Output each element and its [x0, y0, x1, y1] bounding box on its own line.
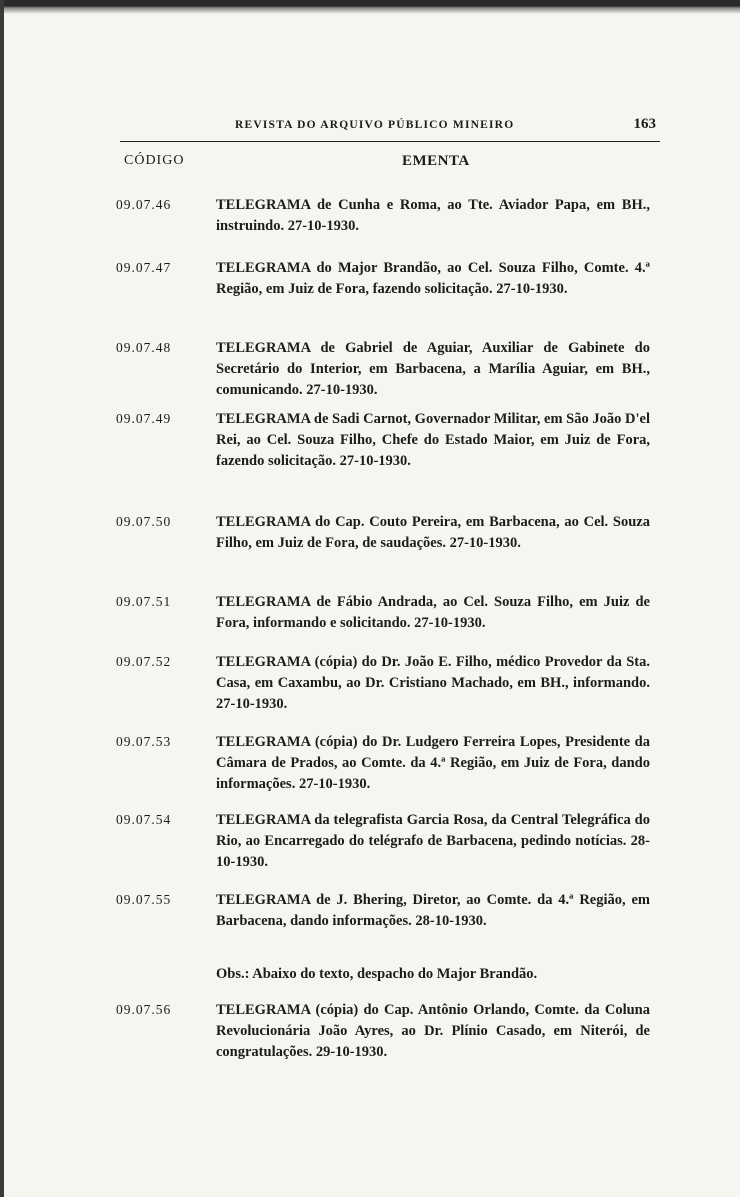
- entry-code: 09.07.52: [116, 654, 172, 669]
- page-header: [120, 115, 660, 142]
- entry-text: TELEGRAMA da telegrafista Garcia Rosa, da Central Telegráfica do Rio, ao Encarregado do telégrafo de Barbacena, pedindo notícias. 28-10-1930.: [216, 812, 650, 870]
- entry-code: 09.07.54: [116, 812, 172, 827]
- entry-text: TELEGRAMA do Major Brandão, ao Cel. Souza Filho, Comte. 4.ª Região, em Juiz de Fora, fazendo solicitação. 27-10-1930.: [216, 260, 650, 297]
- entry-code: 09.07.50: [116, 514, 172, 529]
- scan-edge-left: [0, 0, 4, 1197]
- column-heading-ementa: EMENTA: [402, 153, 470, 169]
- entry-code: 09.07.49: [116, 411, 172, 426]
- entry-code: 09.07.51: [116, 594, 172, 609]
- observation-note: Obs.: Abaixo do texto, despacho do Major Brandão.: [216, 966, 538, 982]
- entry-text: TELEGRAMA de Gabriel de Aguiar, Auxiliar de Gabinete do Secretário do Interior, em Barbacena, a Marília Aguiar, em BH., comunicando. 27-10-1930.: [216, 340, 650, 398]
- running-title: REVISTA DO ARQUIVO PÚBLICO MINEIRO: [235, 119, 515, 131]
- entry-code: 09.07.53: [116, 734, 172, 749]
- entry-code: 09.07.55: [116, 892, 172, 907]
- entry-text: TELEGRAMA de Sadi Carnot, Governador Militar, em São João D'el Rei, ao Cel. Souza Filho, Chefe do Estado Maior, em Juiz de Fora, fazendo solicitação. 27-10-1930.: [216, 411, 650, 469]
- entry-code: 09.07.48: [116, 340, 172, 355]
- entry-text: TELEGRAMA (cópia) do Dr. Ludgero Ferreira Lopes, Presidente da Câmara de Prados, ao Comte. da 4.ª Região, em Juiz de Fora, dando informações. 27-10-1930.: [216, 734, 650, 792]
- entry-code: 09.07.46: [116, 197, 172, 212]
- column-heading-code: CÓDIGO: [124, 153, 185, 168]
- page-number: 163: [633, 116, 656, 132]
- entry-text: TELEGRAMA (cópia) do Cap. Antônio Orlando, Comte. da Coluna Revolucionária João Ayres, ao Dr. Plínio Casado, em Niterói, de congratulações. 29-10-1930.: [216, 1002, 650, 1060]
- entry-text: TELEGRAMA de Fábio Andrada, ao Cel. Souza Filho, em Juiz de Fora, informando e solicitando. 27-10-1930.: [216, 594, 650, 631]
- entry-text: TELEGRAMA (cópia) do Dr. João E. Filho, médico Provedor da Sta. Casa, em Caxambu, ao Dr. Cristiano Machado, em BH., informando. 27-10-1930.: [216, 654, 650, 712]
- entry-text: TELEGRAMA de Cunha e Roma, ao Tte. Aviador Papa, em BH., instruindo. 27-10-1930.: [216, 197, 650, 234]
- entry-code: 09.07.56: [116, 1002, 172, 1017]
- entry-text: TELEGRAMA do Cap. Couto Pereira, em Barbacena, ao Cel. Souza Filho, em Juiz de Fora, de saudações. 27-10-1930.: [216, 514, 650, 551]
- scan-edge-top: [0, 0, 740, 18]
- entry-code: 09.07.47: [116, 260, 172, 275]
- entry-text: TELEGRAMA de J. Bhering, Diretor, ao Comte. da 4.ª Região, em Barbacena, dando informações. 28-10-1930.: [216, 892, 650, 929]
